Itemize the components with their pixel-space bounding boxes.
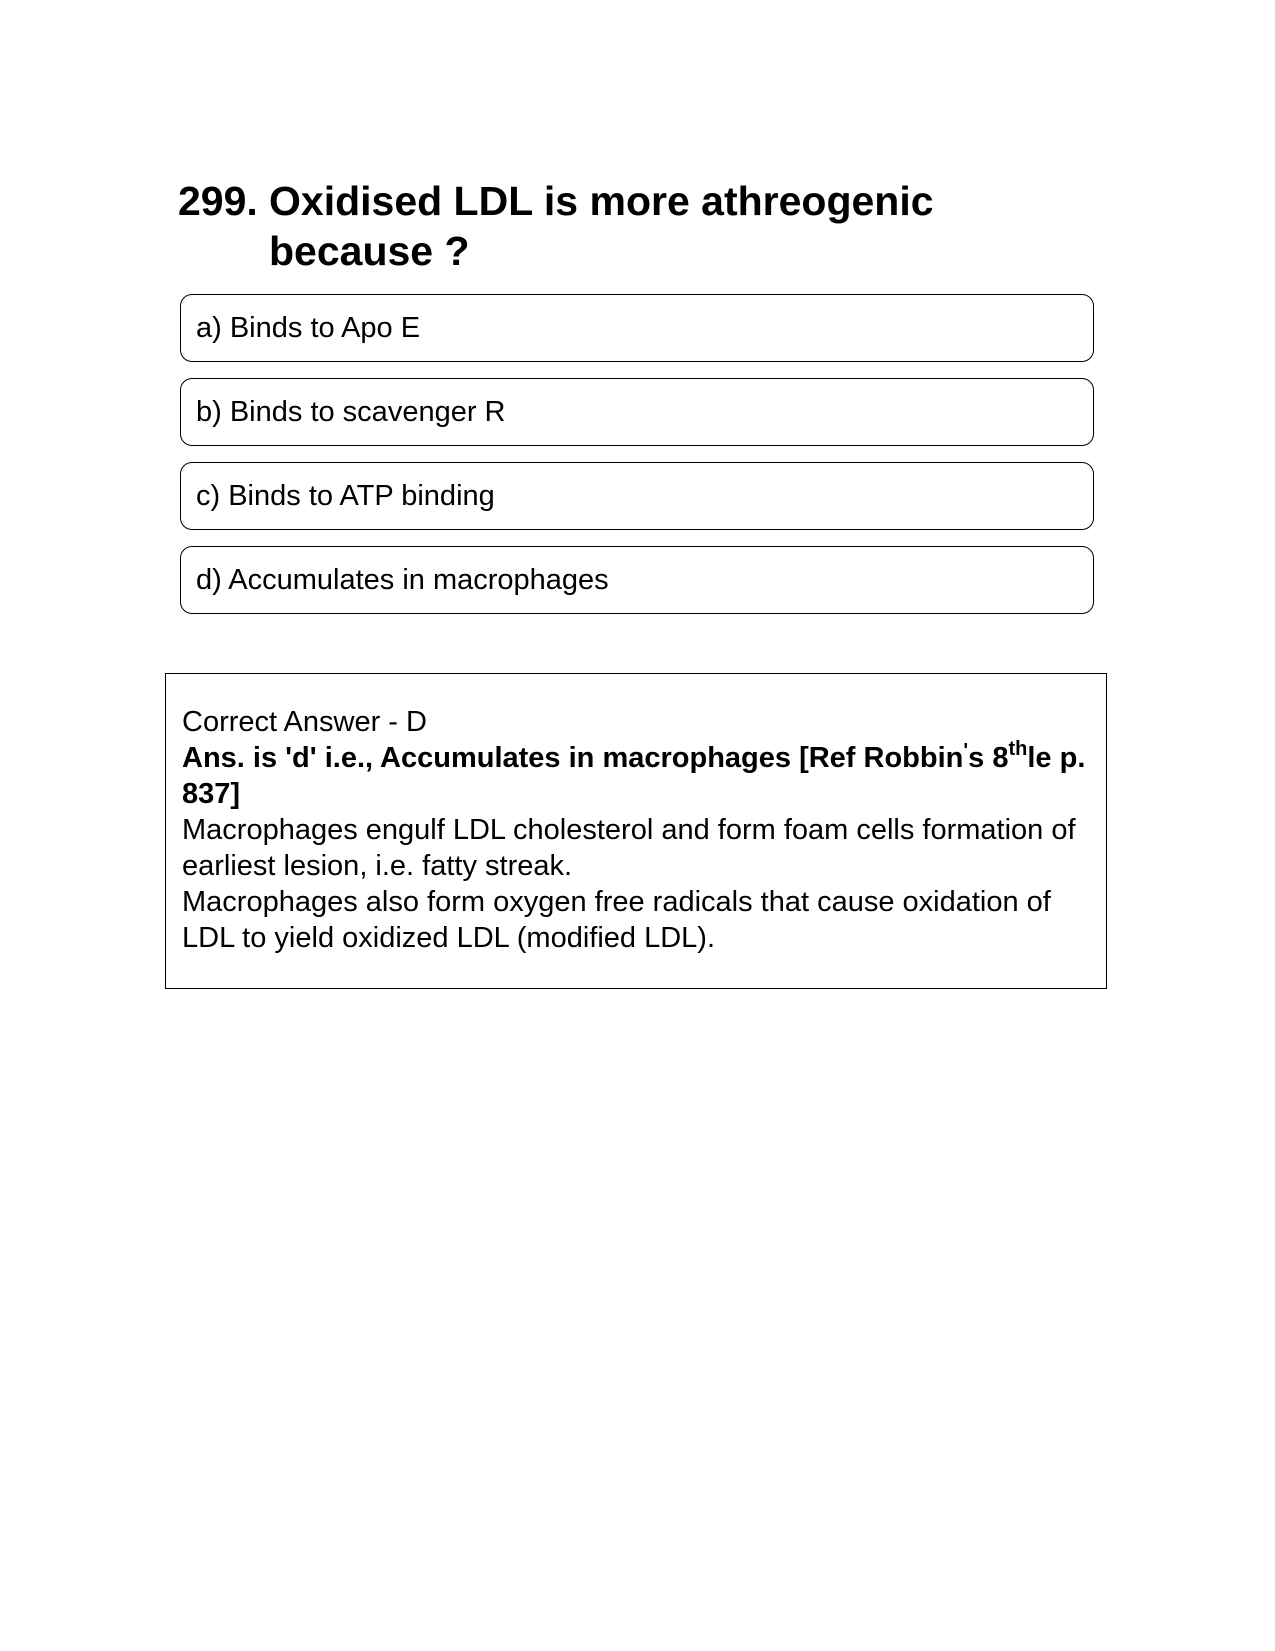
option-b[interactable]: b) Binds to scavenger R	[180, 378, 1094, 446]
options-list	[180, 294, 1094, 630]
explanation-paragraph-1: Macrophages engulf LDL cholesterol and form foam cells formation of earliest lesion, i.e. fatty streak.	[182, 814, 1076, 882]
answer-reference-text-3: le p. 837]	[182, 742, 1086, 810]
option-a[interactable]: a) Binds to Apo E	[180, 294, 1094, 362]
answer-reference-text-2: s 8	[968, 742, 1009, 774]
option-d[interactable]: d) Accumulates in macrophages	[180, 546, 1094, 614]
answer-reference-superscript: th	[1008, 738, 1028, 760]
correct-answer-line: Correct Answer - D	[182, 706, 427, 738]
question-heading	[178, 176, 1078, 276]
explanation-paragraph-2: Macrophages also form oxygen free radicals that cause oxidation of LDL to yield oxidized LDL (modified LDL).	[182, 886, 1051, 954]
answer-reference-text-1: Ans. is 'd' i.e., Accumulates in macrophages [Ref Robbin	[182, 742, 964, 774]
answer-reference: Ans. is 'd' i.e., Accumulates in macrophages [Ref Robbin's 8thle p. 837]	[182, 738, 1086, 810]
answer-explanation-box	[165, 673, 1107, 989]
question-text: Oxidised LDL is more athreogenic because ?	[269, 178, 934, 274]
option-c[interactable]: c) Binds to ATP binding	[180, 462, 1094, 530]
question-number: 299.	[178, 178, 258, 224]
